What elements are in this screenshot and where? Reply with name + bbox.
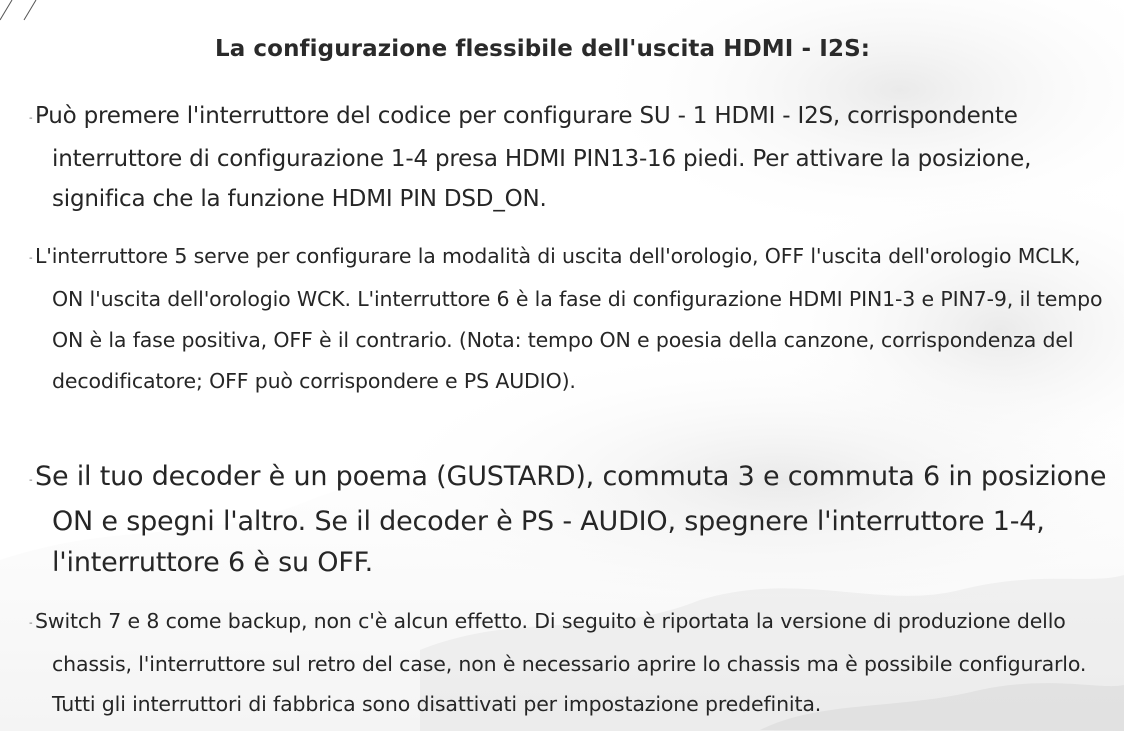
paragraph-backup-switches	[29, 601, 1114, 724]
bullet-dash: -	[29, 113, 33, 124]
paragraph-text: Se il tuo decoder è un poema (GUSTARD), commuta 3 e commuta 6 in posizione ON e spegni l'altro. Se il decoder è PS - AUDIO, spegnere l'interruttore 1-4, l'interruttore 6 è su OFF.	[35, 461, 1107, 578]
paragraph-text: Switch 7 e 8 come backup, non c'è alcun effetto. Di seguito è riportata la versione di produzione dello chassis, l'interruttore sul retro del case, non è necessario aprire lo chassis ma è possibile configurarlo. Tutti gli interruttori di fabbrica sono disattivati per impostazione predefinita.	[35, 609, 1087, 716]
paragraph-clock-output	[29, 236, 1114, 402]
page-title: La configurazione flessibile dell'uscita HDMI - I2S:	[214, 36, 871, 62]
bullet-dash: -	[29, 475, 33, 486]
paragraph-text: Può premere l'interruttore del codice per configurare SU - 1 HDMI - I2S, corrispondente interruttore di configurazione 1-4 presa HDMI PIN13-16 piedi. Per attivare la posizione, significa che la funzione HDMI PIN DSD_ON.	[35, 103, 1032, 212]
bullet-dash: -	[29, 253, 33, 264]
paragraph-text: L'interruttore 5 serve per configurare la modalità di uscita dell'orologio, OFF l'uscita dell'orologio MCLK, ON l'uscita dell'orologio WCK. L'interruttore 6 è la fase di configurazione HDMI PIN1-3 e PIN7-9, il tempo ON è la fase positiva, OFF è il contrario. (Nota: tempo ON e poesia della canzone, corrispondenza del decodificatore; OFF può corrispondere e PS AUDIO).	[35, 244, 1103, 393]
paragraph-hdmi-i2s-config	[29, 96, 1114, 219]
bullet-dash: -	[29, 618, 33, 629]
paragraph-decoder-settings	[29, 456, 1114, 583]
